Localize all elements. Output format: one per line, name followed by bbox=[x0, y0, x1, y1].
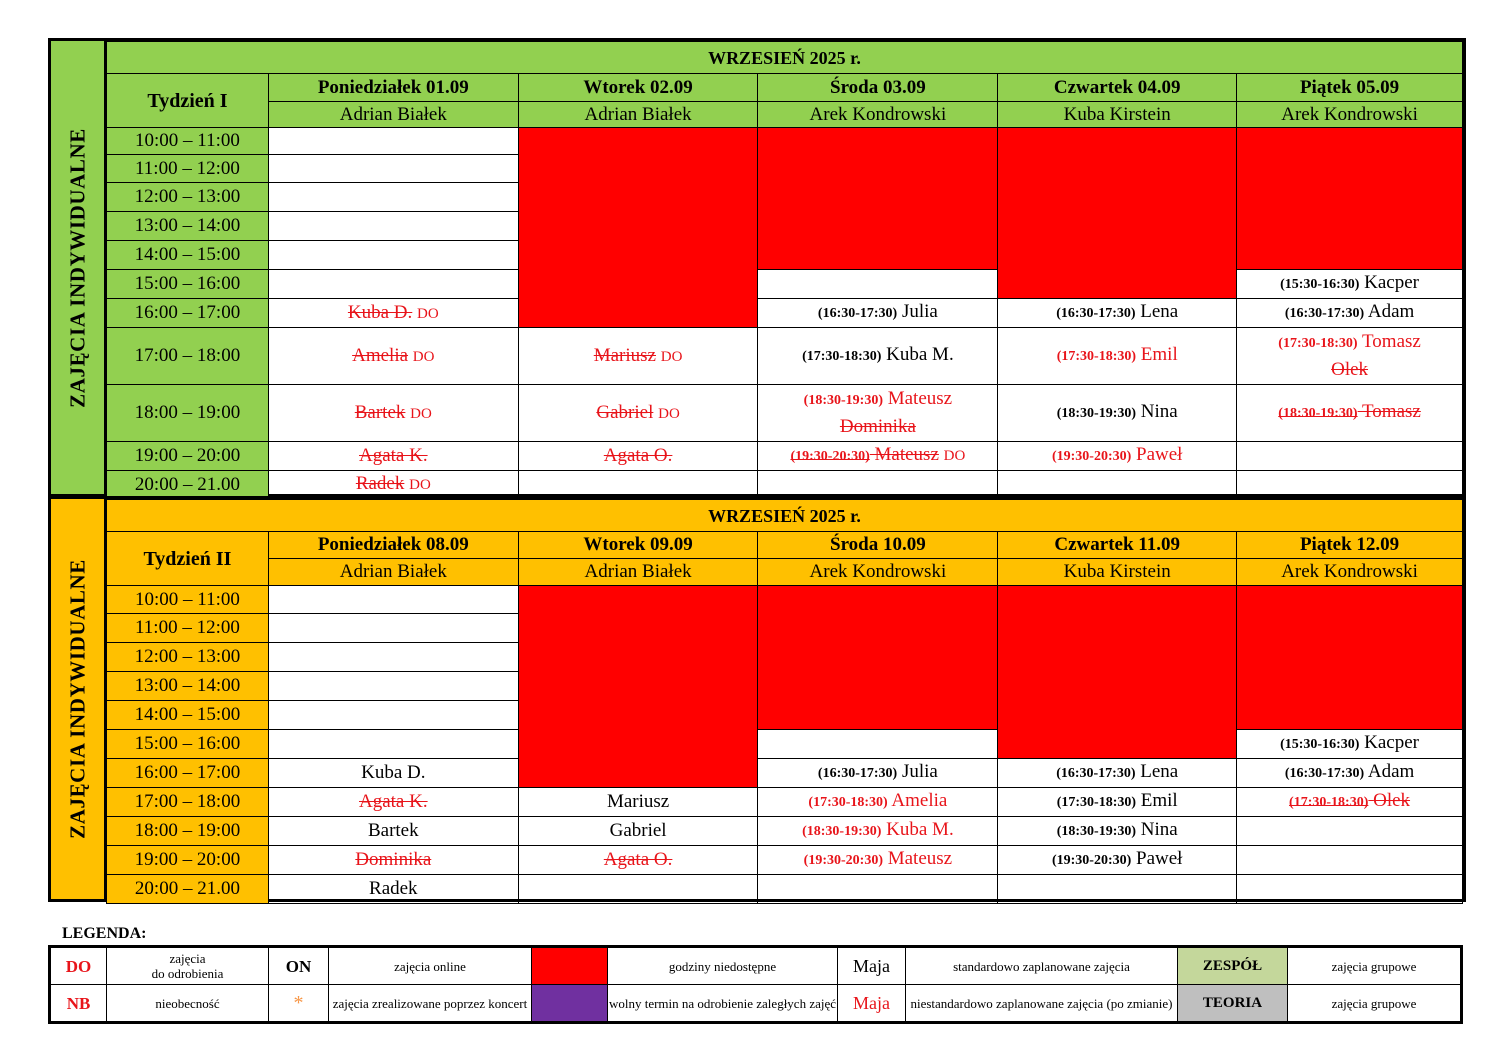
week2-entry-thu: (16:30-17:30) Lena bbox=[998, 759, 1237, 788]
legend-teoria: TEORIA bbox=[1178, 985, 1288, 1023]
week1-entry-tue: Agata O. bbox=[518, 442, 758, 471]
week1-entry-mon: Agata K. bbox=[268, 442, 518, 471]
week1-day-thu: Czwartek 04.09 bbox=[998, 74, 1237, 102]
week1-time-slot: 15:00 – 16:00 bbox=[107, 270, 269, 299]
week1-entry-fri: (18:30-19:30) Tomasz bbox=[1237, 385, 1463, 442]
week1-time-slot: 11:00 – 12:00 bbox=[107, 155, 269, 183]
week2-cell-empty bbox=[268, 730, 518, 759]
week2-cell-empty bbox=[1237, 875, 1463, 904]
week1-entry-fri: (16:30-17:30) Adam bbox=[1237, 299, 1463, 328]
week1-thu-unavailable-block bbox=[998, 128, 1237, 299]
week2-time-slot: 15:00 – 16:00 bbox=[107, 730, 269, 759]
week2-side-label: ZAJĘCIA INDYWIDUALNE bbox=[51, 499, 106, 899]
week1-day-tue: Wtorek 02.09 bbox=[518, 74, 758, 102]
week2-cell-empty bbox=[1237, 846, 1463, 875]
week2-day-mon: Poniedziałek 08.09 bbox=[268, 532, 518, 559]
week1-cell-empty bbox=[518, 471, 758, 499]
week2-entry-mon: Agata K. bbox=[268, 788, 518, 817]
week1-cell-empty bbox=[998, 471, 1237, 499]
week2-cell-empty bbox=[268, 643, 518, 672]
week2-entry-tue: Agata O. bbox=[518, 846, 758, 875]
week1-entry-wed: (17:30-18:30) Kuba M. bbox=[758, 328, 998, 385]
week1-label: Tydzień I bbox=[107, 74, 269, 128]
week1-entry-wed: (19:30-20:30) Mateusz DO bbox=[758, 442, 998, 471]
legend-unavailable-swatch bbox=[532, 947, 608, 985]
legend-nb-desc: nieobecność bbox=[107, 985, 269, 1023]
week2-block bbox=[48, 496, 1466, 902]
week1-entry-mon: Kuba D. DO bbox=[268, 299, 518, 328]
week2-day-thu: Czwartek 11.09 bbox=[998, 532, 1237, 559]
week1-schedule-table bbox=[106, 41, 1463, 499]
week1-entry-mon: Radek DO bbox=[268, 471, 518, 499]
legend-star-icon: * bbox=[269, 985, 329, 1023]
legend-unavailable-desc: godziny niedostępne bbox=[608, 947, 838, 985]
week2-entry-wed: (17:30-18:30) Amelia bbox=[758, 788, 998, 817]
week1-time-slot: 18:00 – 19:00 bbox=[107, 385, 269, 442]
legend-maja-standard-desc: standardowo zaplanowane zajęcia bbox=[906, 947, 1178, 985]
week2-cell-empty bbox=[268, 614, 518, 643]
week2-day-fri: Piątek 12.09 bbox=[1237, 532, 1463, 559]
legend-teoria-desc: zajęcia grupowe bbox=[1288, 985, 1462, 1023]
legend-star-desc: zajęcia zrealizowane poprzez koncert bbox=[329, 985, 532, 1023]
week1-cell-empty bbox=[758, 270, 998, 299]
week1-cell-empty bbox=[1237, 442, 1463, 471]
week1-time-slot: 19:00 – 20:00 bbox=[107, 442, 269, 471]
week2-time-slot: 13:00 – 14:00 bbox=[107, 672, 269, 701]
week2-entry-fri: (17:30-18:30) Olek bbox=[1237, 788, 1463, 817]
week2-time-slot: 17:00 – 18:00 bbox=[107, 788, 269, 817]
legend-on-desc: zajęcia online bbox=[329, 947, 532, 985]
week2-teacher-fri: Arek Kondrowski bbox=[1237, 559, 1463, 586]
week2-time-slot: 19:00 – 20:00 bbox=[107, 846, 269, 875]
week2-time-slot: 12:00 – 13:00 bbox=[107, 643, 269, 672]
week1-time-slot: 13:00 – 14:00 bbox=[107, 212, 269, 241]
legend-purple-swatch bbox=[532, 985, 608, 1023]
legend-do-code: DO bbox=[50, 947, 107, 985]
week1-cell-empty bbox=[268, 212, 518, 241]
week2-time-slot: 10:00 – 11:00 bbox=[107, 586, 269, 614]
week1-block bbox=[48, 38, 1466, 497]
week1-cell-empty bbox=[758, 471, 998, 499]
legend-maja-changed-desc: niestandardowo zaplanowane zajęcia (po zmianie) bbox=[906, 985, 1178, 1023]
week1-time-slot: 12:00 – 13:00 bbox=[107, 183, 269, 212]
week2-teacher-thu: Kuba Kirstein bbox=[998, 559, 1237, 586]
week1-time-slot: 20:00 – 21.00 bbox=[107, 471, 269, 499]
week1-teacher-tue: Adrian Białek bbox=[518, 102, 758, 128]
week1-entry-thu: (17:30-18:30) Emil bbox=[998, 328, 1237, 385]
week2-wed-unavailable-block bbox=[758, 586, 998, 730]
week1-wed-unavailable-block bbox=[758, 128, 998, 270]
week2-fri-unavailable-block bbox=[1237, 586, 1463, 730]
week1-entry-wed: (16:30-17:30) Julia bbox=[758, 299, 998, 328]
week1-month-title: WRZESIEŃ 2025 r. bbox=[107, 42, 1463, 74]
week2-entry-wed: (19:30-20:30) Mateusz bbox=[758, 846, 998, 875]
week1-entry-fri: (15:30-16:30) Kacper bbox=[1237, 270, 1463, 299]
week2-schedule-table bbox=[106, 499, 1463, 904]
legend-maja-changed: Maja bbox=[838, 985, 906, 1023]
week1-entry-tue: Mariusz DO bbox=[518, 328, 758, 385]
week1-teacher-fri: Arek Kondrowski bbox=[1237, 102, 1463, 128]
week1-side-label: ZAJĘCIA INDYWIDUALNE bbox=[51, 41, 106, 494]
week2-cell-empty bbox=[758, 875, 998, 904]
week2-time-slot: 20:00 – 21.00 bbox=[107, 875, 269, 904]
legend-do-desc: zajęcia do odrobienia bbox=[107, 947, 269, 985]
week2-entry-fri: (16:30-17:30) Adam bbox=[1237, 759, 1463, 788]
week2-label: Tydzień II bbox=[107, 532, 269, 586]
week1-cell-empty bbox=[268, 155, 518, 183]
week1-cell-empty bbox=[268, 270, 518, 299]
week1-cell-empty bbox=[268, 128, 518, 155]
week2-time-slot: 14:00 – 15:00 bbox=[107, 701, 269, 730]
week1-time-slot: 17:00 – 18:00 bbox=[107, 328, 269, 385]
legend-zespol: ZESPÓŁ bbox=[1178, 947, 1288, 985]
week1-teacher-mon: Adrian Białek bbox=[268, 102, 518, 128]
week1-time-slot: 10:00 – 11:00 bbox=[107, 128, 269, 155]
week2-tue-unavailable-block bbox=[518, 586, 758, 788]
week2-day-tue: Wtorek 09.09 bbox=[518, 532, 758, 559]
week1-entry-mon: Bartek DO bbox=[268, 385, 518, 442]
week1-entry-wed: (18:30-19:30) Mateusz Dominika bbox=[758, 385, 998, 442]
week1-day-mon: Poniedziałek 01.09 bbox=[268, 74, 518, 102]
week2-entry-mon: Radek bbox=[268, 875, 518, 904]
week2-thu-unavailable-block bbox=[998, 586, 1237, 759]
week2-day-wed: Środa 10.09 bbox=[758, 532, 998, 559]
week1-time-slot: 16:00 – 17:00 bbox=[107, 299, 269, 328]
week1-cell-empty bbox=[1237, 471, 1463, 499]
week1-entry-tue: Gabriel DO bbox=[518, 385, 758, 442]
week2-cell-empty bbox=[268, 586, 518, 614]
week1-entry-mon: Amelia DO bbox=[268, 328, 518, 385]
week2-entry-tue: Mariusz bbox=[518, 788, 758, 817]
legend-on-code: ON bbox=[269, 947, 329, 985]
week1-entry-fri: (17:30-18:30) Tomasz Olek bbox=[1237, 328, 1463, 385]
week2-cell-empty bbox=[268, 672, 518, 701]
week2-entry-thu: (17:30-18:30) Emil bbox=[998, 788, 1237, 817]
week1-day-wed: Środa 03.09 bbox=[758, 74, 998, 102]
legend-nb-code: NB bbox=[50, 985, 107, 1023]
week1-cell-empty bbox=[268, 241, 518, 270]
week1-teacher-wed: Arek Kondrowski bbox=[758, 102, 998, 128]
week2-entry-mon: Bartek bbox=[268, 817, 518, 846]
week2-cell-empty bbox=[998, 875, 1237, 904]
week1-entry-thu: (19:30-20:30) Paweł bbox=[998, 442, 1237, 471]
week2-month-title: WRZESIEŃ 2025 r. bbox=[107, 500, 1463, 532]
week1-entry-thu: (18:30-19:30) Nina bbox=[998, 385, 1237, 442]
week2-cell-empty bbox=[268, 701, 518, 730]
week2-entry-mon: Dominika bbox=[268, 846, 518, 875]
week1-day-fri: Piątek 05.09 bbox=[1237, 74, 1463, 102]
week1-teacher-thu: Kuba Kirstein bbox=[998, 102, 1237, 128]
week1-tue-unavailable-block bbox=[518, 128, 758, 328]
week2-entry-fri: (15:30-16:30) Kacper bbox=[1237, 730, 1463, 759]
week2-entry-thu: (19:30-20:30) Paweł bbox=[998, 846, 1237, 875]
week1-cell-empty bbox=[268, 183, 518, 212]
week2-cell-empty bbox=[1237, 817, 1463, 846]
week2-time-slot: 16:00 – 17:00 bbox=[107, 759, 269, 788]
week1-fri-unavailable-block bbox=[1237, 128, 1463, 270]
legend-maja-standard: Maja bbox=[838, 947, 906, 985]
week2-entry-thu: (18:30-19:30) Nina bbox=[998, 817, 1237, 846]
legend-purple-desc: wolny termin na odrobienie zaległych zajęć bbox=[608, 985, 838, 1023]
week2-entry-wed: (18:30-19:30) Kuba M. bbox=[758, 817, 998, 846]
week2-teacher-wed: Arek Kondrowski bbox=[758, 559, 998, 586]
week2-entry-mon: Kuba D. bbox=[268, 759, 518, 788]
week2-entry-wed: (16:30-17:30) Julia bbox=[758, 759, 998, 788]
week2-entry-tue: Gabriel bbox=[518, 817, 758, 846]
legend-zespol-desc: zajęcia grupowe bbox=[1288, 947, 1462, 985]
week1-time-slot: 14:00 – 15:00 bbox=[107, 241, 269, 270]
legend-table bbox=[48, 945, 1463, 1024]
week2-teacher-mon: Adrian Białek bbox=[268, 559, 518, 586]
week1-entry-thu: (16:30-17:30) Lena bbox=[998, 299, 1237, 328]
week2-cell-empty bbox=[518, 875, 758, 904]
week2-time-slot: 11:00 – 12:00 bbox=[107, 614, 269, 643]
week2-cell-empty bbox=[758, 730, 998, 759]
week2-time-slot: 18:00 – 19:00 bbox=[107, 817, 269, 846]
legend-title: LEGENDA: bbox=[62, 925, 147, 942]
week2-teacher-tue: Adrian Białek bbox=[518, 559, 758, 586]
